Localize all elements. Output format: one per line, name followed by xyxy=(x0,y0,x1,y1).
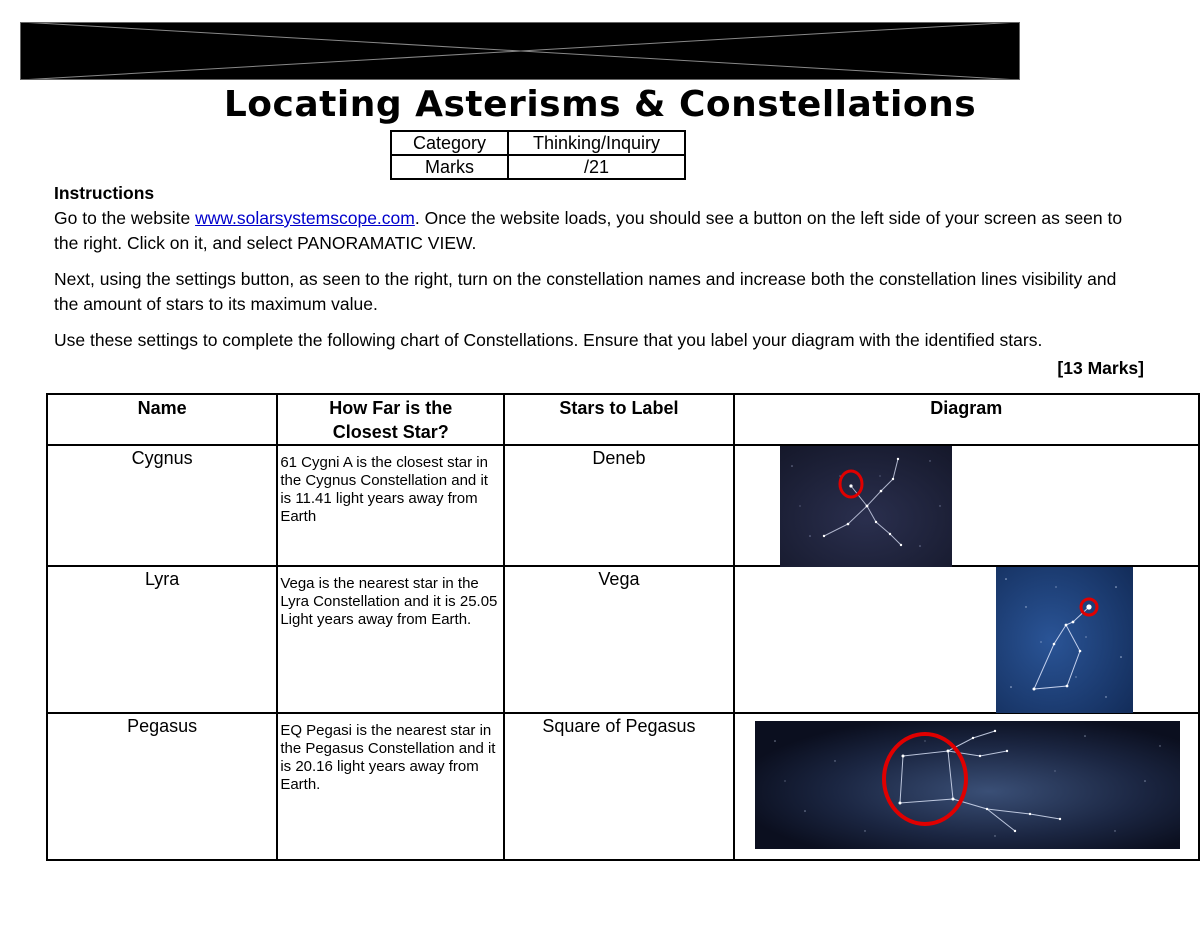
table-row xyxy=(47,566,1199,713)
rubric-row xyxy=(391,155,685,179)
instructions-paragraph-1 xyxy=(54,206,1144,256)
pegasus-distance: EQ Pegasi is the nearest star in the Pegasus Constellation and it is 20.16 light years away from Earth. xyxy=(280,722,496,793)
lyra-distance: Vega is the nearest star in the Lyra Constellation and it is 25.05 Light years away from Earth. xyxy=(280,575,498,628)
row-stars xyxy=(504,566,733,713)
table-row xyxy=(47,713,1199,860)
table-row xyxy=(47,445,1199,566)
instructions-paragraph-2: Next, using the settings button, as seen to the right, turn on the constellation names and increase both the constellation lines visibility and the amount of stars to its maximum value. xyxy=(54,269,1117,314)
lyra-name: Lyra xyxy=(144,569,180,589)
lyra-stars: Vega xyxy=(598,569,640,589)
instructions-section xyxy=(54,181,1144,378)
lyra-diagram-image xyxy=(996,567,1133,713)
row-stars xyxy=(504,713,733,860)
page-title: Locating Asterisms & Constellations xyxy=(223,84,977,125)
rubric-row xyxy=(391,131,685,155)
cygnus-name: Cygnus xyxy=(131,448,193,468)
rubric-label: Category xyxy=(391,131,508,155)
rubric-value: Thinking/Inquiry xyxy=(508,131,685,155)
row-name xyxy=(47,445,277,566)
p1-text-before: Go to the website xyxy=(54,208,196,228)
cygnus-distance: 61 Cygni A is the closest star in the Cygnus Constellation and it is 11.41 light years away from Earth xyxy=(280,454,488,525)
row-diagram xyxy=(734,445,1199,566)
header-name: Name xyxy=(47,394,277,445)
rubric-label: Marks xyxy=(391,155,508,179)
header-diagram: Diagram xyxy=(734,394,1199,445)
rubric-table xyxy=(390,130,686,180)
row-diagram xyxy=(734,713,1199,860)
website-link[interactable]: www.solarsystemscope.com xyxy=(195,208,415,228)
p3-text: Use these settings to complete the following chart of Constellations. Ensure that you label your diagram with the identified stars. xyxy=(54,330,1043,350)
constellation-table xyxy=(46,393,1200,861)
row-stars xyxy=(504,445,733,566)
instructions-paragraph-3 xyxy=(54,328,1144,353)
row-distance xyxy=(277,713,504,860)
cygnus-stars: Deneb xyxy=(592,448,646,468)
p1-text-after: . Once the website loads, you should see a button on the left side of your screen as seen to the right. Click on it, and select PANORAMATIC VIEW. xyxy=(54,208,1123,253)
cygnus-diagram-image xyxy=(780,446,952,567)
pegasus-name: Pegasus xyxy=(127,716,198,736)
row-diagram xyxy=(734,566,1199,713)
row-distance xyxy=(277,566,504,713)
banner-cross-decoration xyxy=(20,22,1020,80)
pegasus-diagram-image xyxy=(755,721,1180,849)
pegasus-stars: Square of Pegasus xyxy=(542,716,696,736)
row-distance xyxy=(277,445,504,566)
row-name xyxy=(47,566,277,713)
marks-label: [13 Marks] xyxy=(1057,358,1144,378)
header-stars: Stars to Label xyxy=(504,394,733,445)
row-name xyxy=(47,713,277,860)
instructions-heading: Instructions xyxy=(54,183,155,203)
header-distance: How Far is the Closest Star? xyxy=(277,394,504,445)
table-header-row xyxy=(47,394,1199,445)
header-banner xyxy=(20,22,1020,80)
rubric-value: /21 xyxy=(508,155,685,179)
